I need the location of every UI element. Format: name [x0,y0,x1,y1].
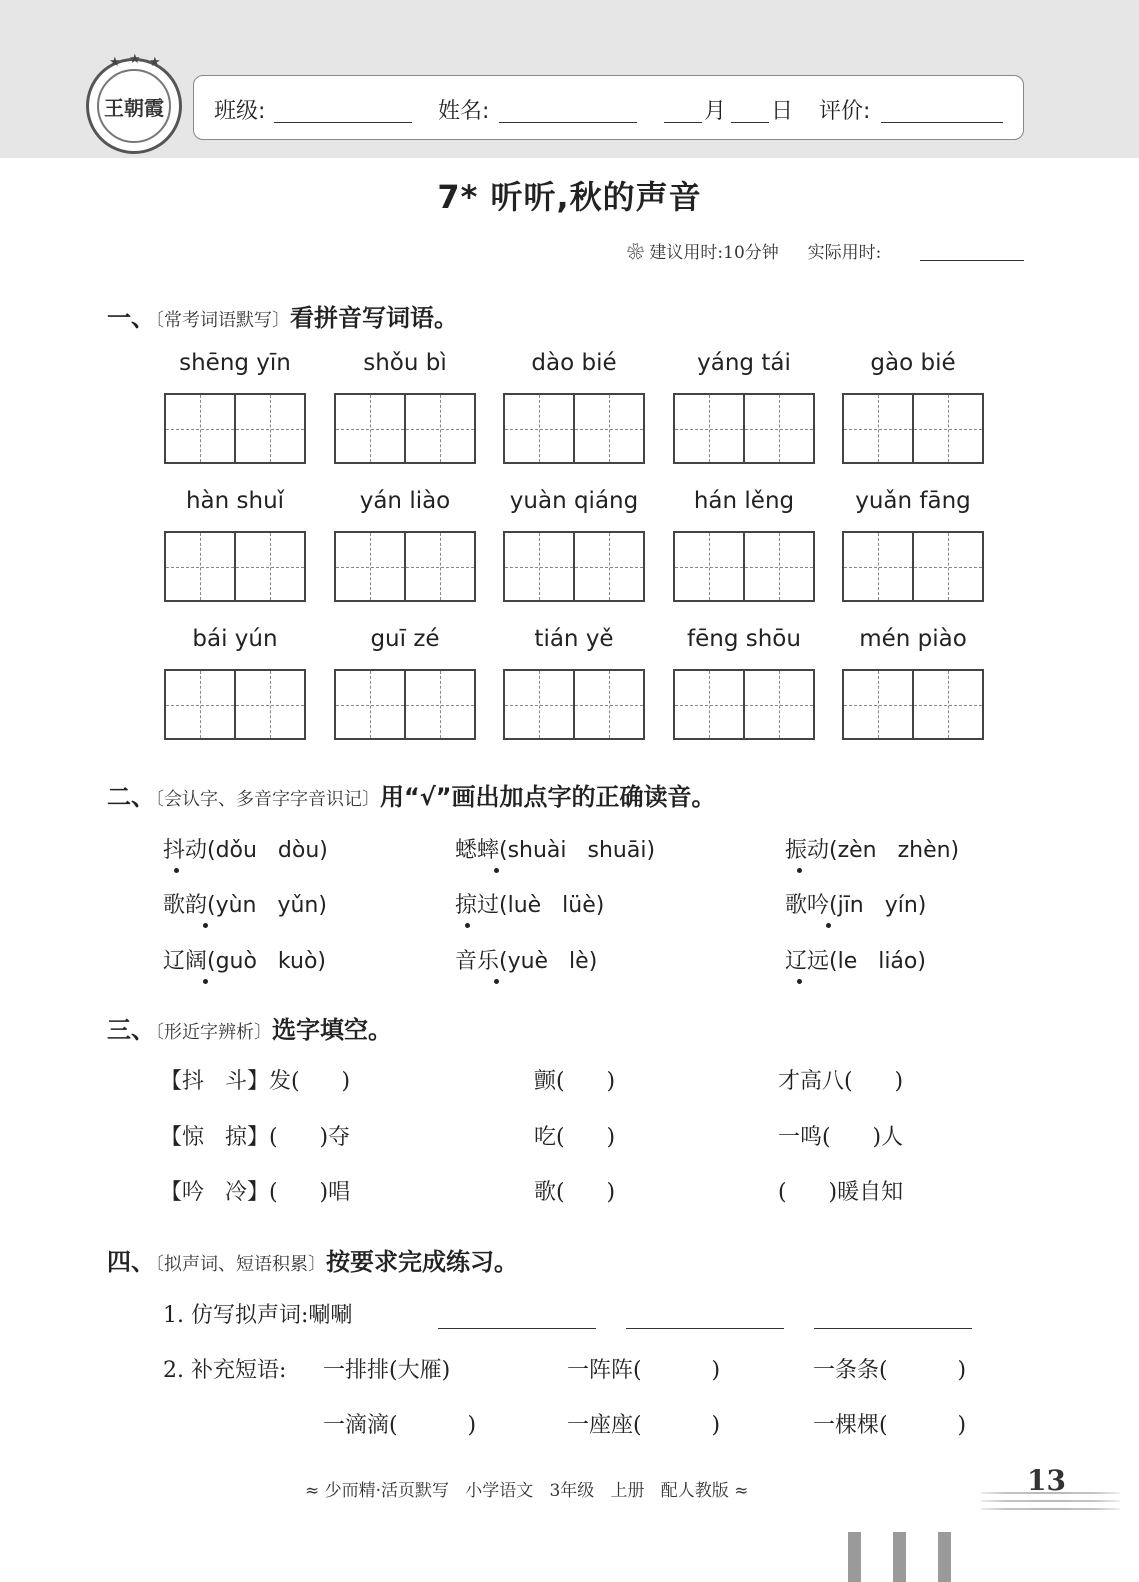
pinyin-label: yuàn qiáng [509,488,639,514]
pinyin-label: hàn shuǐ [185,488,285,514]
writing-grid[interactable] [164,531,306,602]
student-info-box [193,75,1024,140]
writing-grid[interactable] [673,669,815,740]
suggested-time: 建议用时:10分钟 [649,243,779,263]
name-field[interactable] [499,122,637,123]
emphasis-dot [465,923,470,928]
reading-item[interactable]: 振动(zèn zhèn) [785,838,960,863]
pinyin-label: bái yún [192,626,278,652]
grid-cell[interactable] [575,671,643,738]
month-label: 月 [704,99,727,124]
question-2-label: 2. 补充短语: [163,1358,287,1383]
edge-bar [938,1532,951,1582]
pinyin-label: dào bié [531,350,617,376]
grid-cell[interactable] [575,533,643,600]
reading-item[interactable]: 蟋蟀(shuài shuāi) [455,838,656,863]
grid-cell[interactable] [575,395,643,462]
grid-cell[interactable] [675,671,745,738]
emphasis-dot [494,868,499,873]
question-1: 1. 仿写拟声词:唰唰 [163,1303,353,1328]
fill-item[interactable]: 【惊 掠】( )夺 [160,1125,351,1150]
star-icon: ★ [129,52,141,67]
emphasis-dot [797,868,802,873]
logo-text: 王朝霞 [104,95,164,120]
pinyin-label: yáng tái [697,350,791,376]
grid-cell[interactable] [236,395,304,462]
day-field[interactable] [731,122,769,123]
grid-cell[interactable] [505,395,575,462]
fill-item[interactable]: 【吟 冷】( )唱 [160,1180,351,1205]
star-icon: ★ [109,55,121,70]
class-field[interactable] [274,122,412,123]
fill-item[interactable]: 才高八( ) [778,1069,904,1094]
writing-grid[interactable] [842,669,984,740]
reading-item[interactable]: 歌吟(jīn yín) [785,893,927,918]
writing-grid[interactable] [334,531,476,602]
section4-number: 四、 [107,1248,155,1276]
phrase-item: 一排排(大雁) [323,1358,451,1383]
fill-item[interactable]: 【抖 斗】发( ) [160,1069,351,1094]
pinyin-label: hán lěng [693,488,795,514]
wave-decoration [980,1508,1120,1510]
emphasis-dot [203,923,208,928]
grid-cell[interactable] [675,533,745,600]
grid-cell[interactable] [336,533,406,600]
writing-grid[interactable] [164,393,306,464]
fill-item[interactable]: 一鸣( )人 [778,1125,904,1150]
pinyin-label: fēng shōu [687,626,801,652]
grid-cell[interactable] [166,395,236,462]
writing-grid[interactable] [164,669,306,740]
grid-cell[interactable] [236,671,304,738]
onomatopoeia-answer[interactable] [814,1328,972,1329]
section2-instruction: 用“√”画出加点字的正确读音。 [380,783,716,811]
section2-number: 二、 [107,783,155,811]
emphasis-dot [797,979,802,984]
reading-item[interactable]: 音乐(yuè lè) [455,949,598,974]
evaluation-field[interactable] [881,122,1003,123]
grid-cell[interactable] [914,395,982,462]
section4-instruction: 按要求完成练习。 [326,1248,518,1276]
section2-tag: 〔会认字、多音字字音识记〕 [155,789,380,810]
section1-heading [107,298,458,333]
pinyin-label: shēng yīn [179,350,291,376]
reading-item[interactable]: 辽阔(guò kuò) [163,949,326,974]
footer-text: ≈ 少而精·活页默写 小学语文 3年级 上册 配人教版 ≈ [305,1481,749,1501]
grid-cell[interactable] [745,533,813,600]
grid-cell[interactable] [166,671,236,738]
fill-item[interactable]: 颤( ) [534,1069,616,1094]
page-number: 13 [1027,1464,1066,1497]
writing-grid[interactable] [673,393,815,464]
reading-item[interactable]: 歌韵(yùn yǔn) [163,893,327,918]
grid-cell[interactable] [406,533,474,600]
writing-grid[interactable] [503,531,645,602]
section1-instruction: 看拼音写词语。 [290,304,458,332]
reading-item[interactable]: 辽远(le liáo) [785,949,926,974]
grid-cell[interactable] [406,671,474,738]
reading-item[interactable]: 掠过(luè lüè) [455,893,605,918]
wave-decoration [980,1500,1120,1502]
grid-cell[interactable] [406,395,474,462]
grid-cell[interactable] [914,671,982,738]
wave-decoration [980,1492,1120,1494]
day-label: 日 [771,99,794,124]
grid-cell[interactable] [844,671,914,738]
pinyin-label: gào bié [870,350,956,376]
emphasis-dot [494,979,499,984]
grid-cell[interactable] [675,395,745,462]
leaf-icon: ❀ [627,243,644,263]
grid-cell[interactable] [914,533,982,600]
section3-tag: 〔形近字辨析〕 [155,1022,272,1043]
writing-grid[interactable] [842,393,984,464]
section3-instruction: 选字填空。 [272,1016,392,1044]
writing-grid[interactable] [503,393,645,464]
grid-cell[interactable] [844,395,914,462]
onomatopoeia-answer[interactable] [438,1328,596,1329]
evaluation-label: 评价: [819,99,871,124]
phrase-item[interactable]: 一棵棵( ) [813,1413,967,1438]
section3-heading [107,1010,392,1045]
brand-logo [86,52,182,154]
phrase-item[interactable]: 一条条( ) [813,1358,967,1383]
star-icon: ★ [149,55,161,70]
onomatopoeia-answer[interactable] [626,1328,784,1329]
pinyin-label: yuǎn fāng [855,488,971,514]
grid-cell[interactable] [336,395,406,462]
pinyin-label: mén piào [859,626,967,652]
emphasis-dot [174,868,179,873]
emphasis-dot [203,979,208,984]
phrase-item[interactable]: 一滴滴( ) [323,1413,477,1438]
edge-bar [848,1532,861,1582]
fill-item[interactable]: ( )暖自知 [778,1180,904,1205]
pinyin-label: tián yě [534,626,614,652]
writing-grid[interactable] [334,393,476,464]
edge-bar [893,1532,906,1582]
section2-heading [107,777,716,812]
lesson-title: 7* 听听,秋的声音 [437,178,702,216]
grid-cell[interactable] [336,671,406,738]
grid-cell[interactable] [166,533,236,600]
class-label: 班级: [214,99,266,124]
pinyin-label: guī zé [370,626,440,652]
grid-cell[interactable] [505,533,575,600]
section3-number: 三、 [107,1016,155,1044]
reading-item[interactable]: 抖动(dǒu dòu) [163,838,328,863]
writing-grid[interactable] [842,531,984,602]
writing-grid[interactable] [334,669,476,740]
phrase-item[interactable]: 一座座( ) [567,1413,721,1438]
grid-cell[interactable] [745,395,813,462]
writing-grid[interactable] [673,531,815,602]
fill-item[interactable]: 吃( ) [534,1125,616,1150]
actual-time-field[interactable] [920,260,1024,261]
emphasis-dot [826,923,831,928]
fill-item[interactable]: 歌( ) [534,1180,616,1205]
grid-cell[interactable] [844,533,914,600]
section4-heading [107,1242,518,1277]
time-row [627,238,881,263]
name-label: 姓名: [438,99,490,124]
writing-grid[interactable] [503,669,645,740]
grid-cell[interactable] [745,671,813,738]
month-field[interactable] [664,122,702,123]
phrase-item[interactable]: 一阵阵( ) [567,1358,721,1383]
pinyin-label: yán liào [359,488,451,514]
section1-tag: 〔常考词语默写〕 [155,310,290,331]
section4-tag: 〔拟声词、短语积累〕 [155,1254,326,1275]
grid-cell[interactable] [236,533,304,600]
grid-cell[interactable] [505,671,575,738]
section1-number: 一、 [107,304,155,332]
pinyin-label: shǒu bì [363,350,447,376]
actual-time-label: 实际用时: [807,243,882,263]
